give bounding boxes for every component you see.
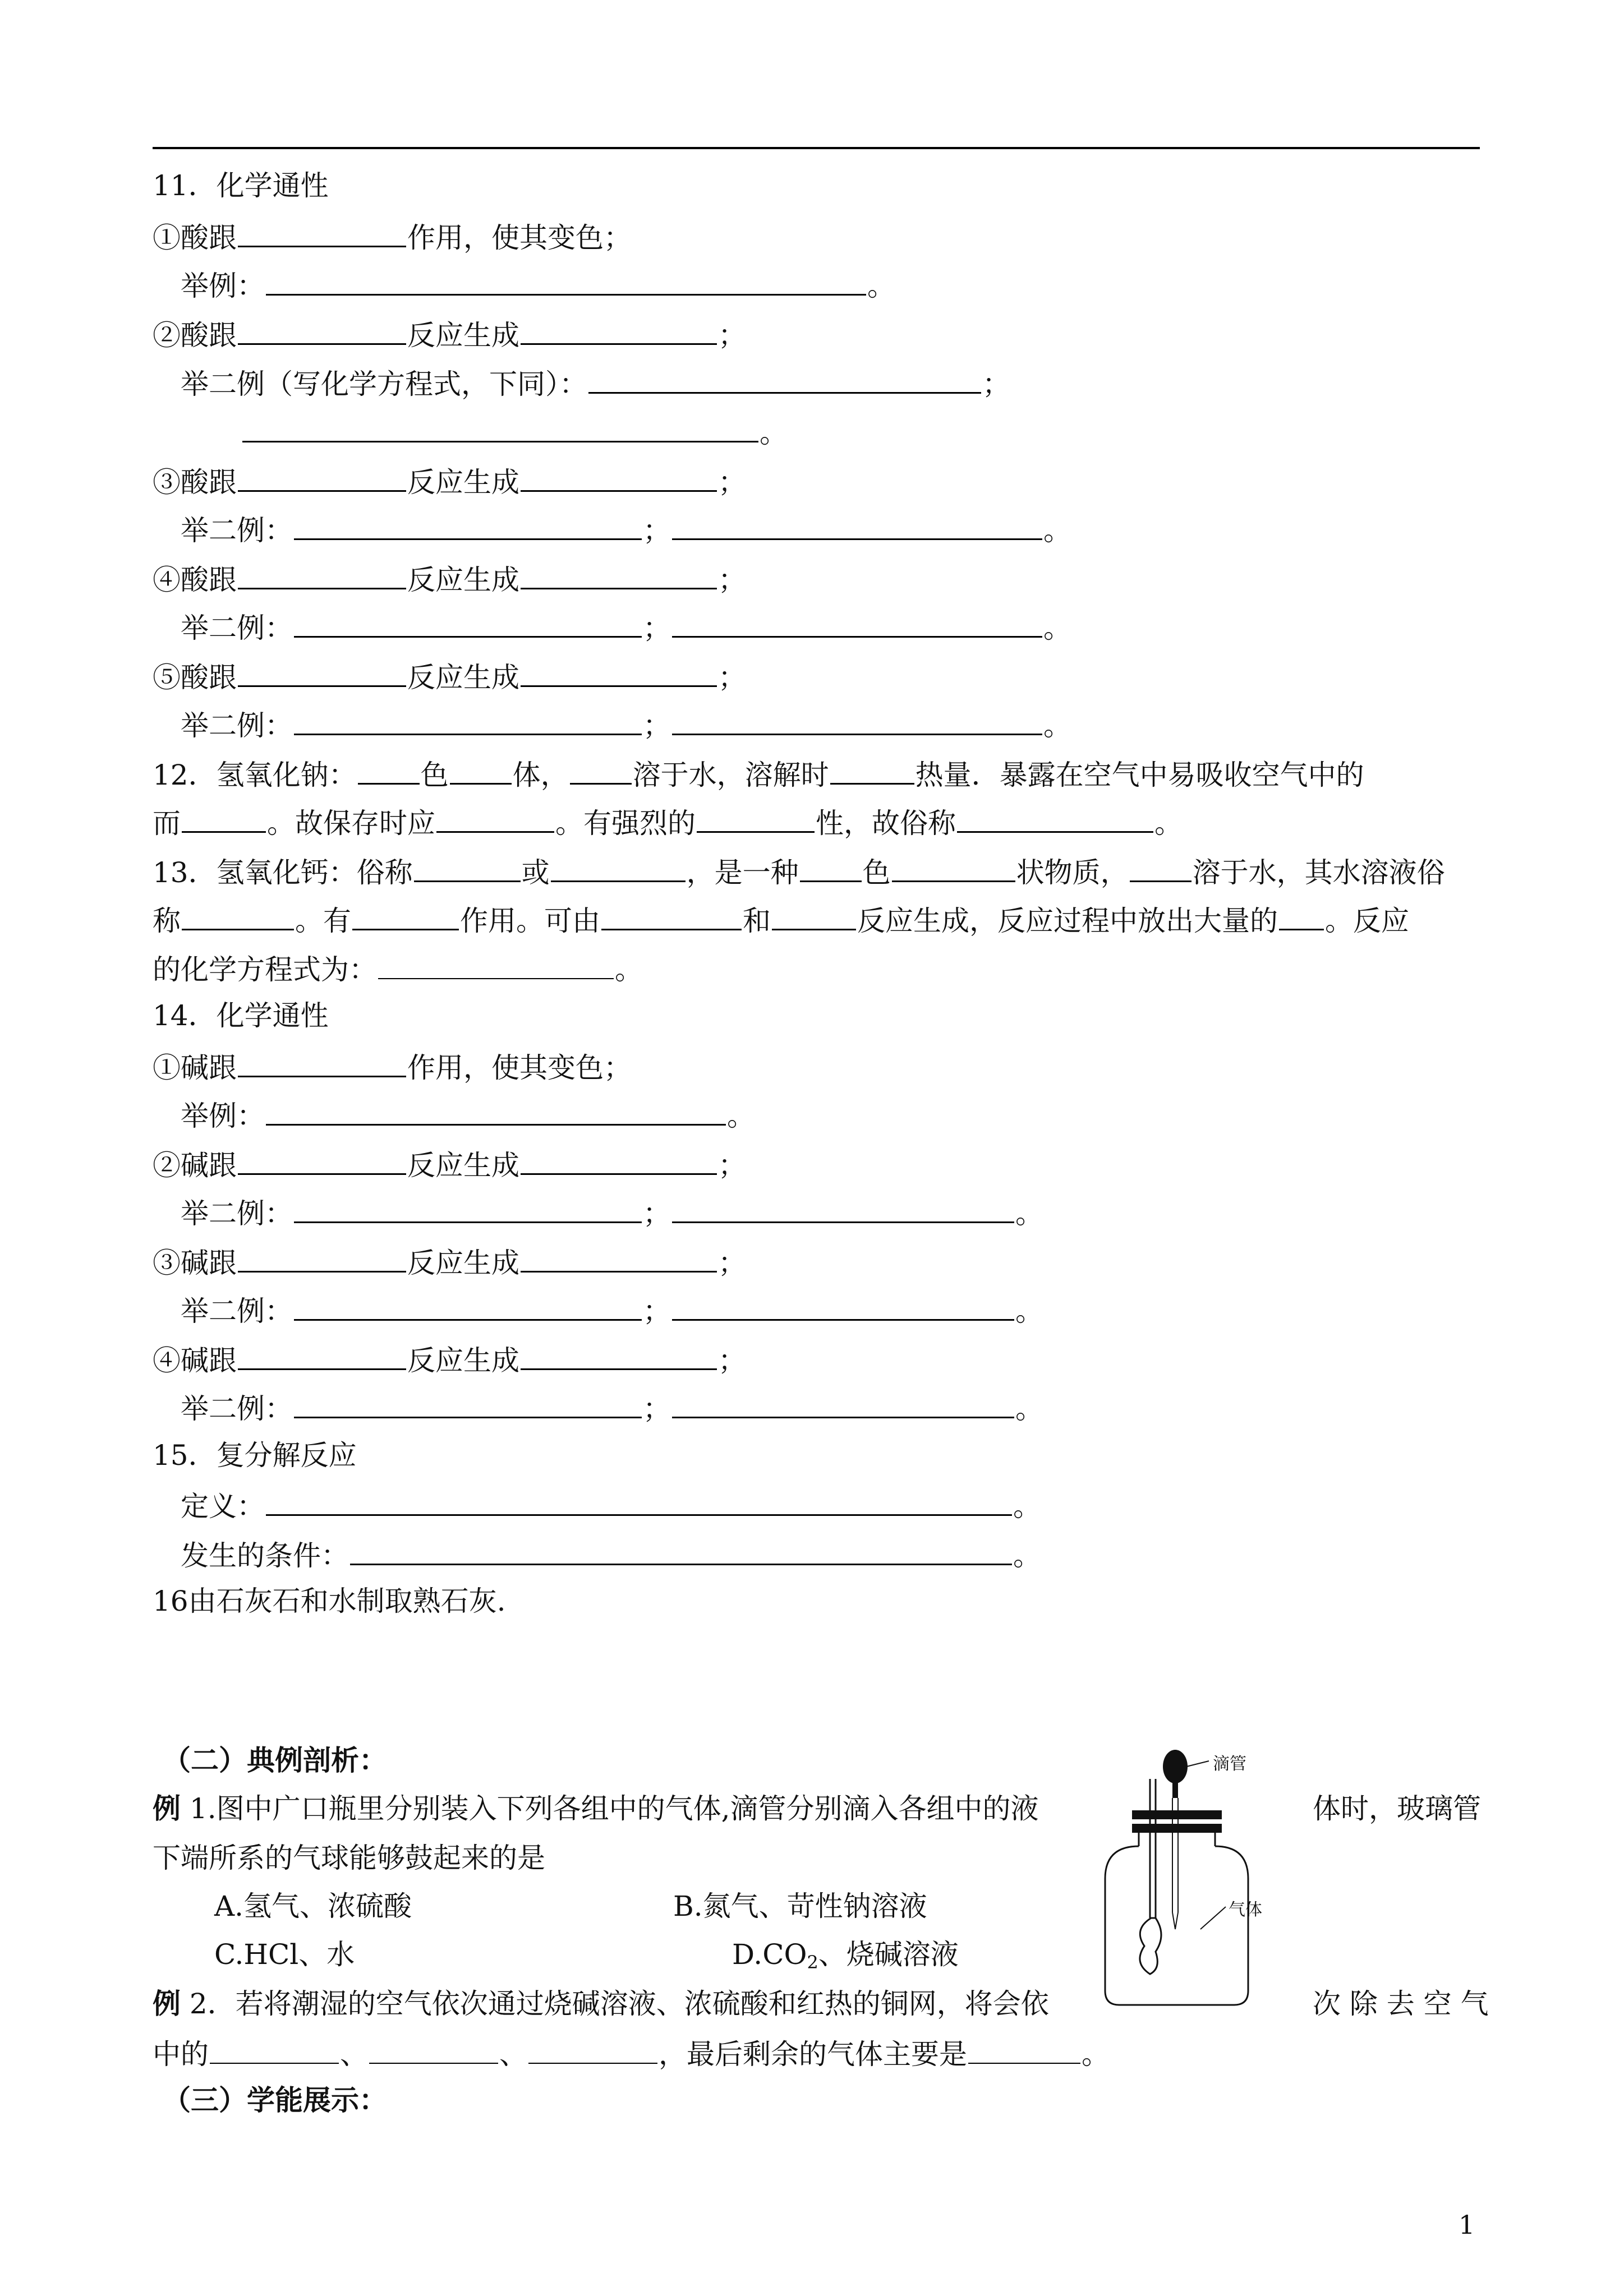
blank[interactable] — [294, 703, 642, 735]
gas-label: 气体 — [1229, 1900, 1262, 1920]
blank[interactable] — [570, 753, 632, 785]
blank[interactable] — [294, 1289, 642, 1321]
blank[interactable] — [238, 557, 406, 589]
blank[interactable] — [521, 655, 717, 687]
blank[interactable] — [772, 898, 856, 930]
example-2-line-2: 中的 、 、 ，最后剩余的气体主要是 。 — [153, 2032, 1110, 2072]
blank[interactable] — [1279, 898, 1324, 930]
example-1-line-1-tail: 体时，玻璃管 — [1313, 1792, 1481, 1825]
blank[interactable] — [697, 801, 815, 833]
q11-item-3: ③酸跟 反应生成 ； — [153, 460, 746, 499]
blank[interactable] — [294, 1386, 642, 1418]
blank[interactable] — [968, 2032, 1080, 2064]
example-1-line-2: 下端所系的气球能够鼓起来的是 — [153, 1842, 545, 1874]
example-2-line-1-tail: 次 除 去 空 气 — [1313, 1988, 1489, 2020]
q11-example-1: 举例： 。 — [181, 264, 895, 303]
blank[interactable] — [672, 508, 1042, 540]
q11-item-4: ④酸跟 反应生成 ； — [153, 557, 746, 597]
blank[interactable] — [378, 948, 614, 979]
q12-line-2: 而 。故保存时应 。有强烈的 性，故俗称 。 — [153, 801, 1183, 840]
q13-line-1: 13．氢氧化钙：俗称 或 ，是一种 色 状物质， 溶于水，其水溶液俗 — [153, 850, 1445, 889]
blank[interactable] — [528, 2032, 657, 2064]
blank[interactable] — [238, 655, 406, 687]
blank[interactable] — [521, 1241, 717, 1273]
q15-condition: 发生的条件： 。 — [181, 1533, 1041, 1573]
stopper-icon — [1132, 1810, 1222, 1819]
blank[interactable] — [358, 753, 420, 785]
blank[interactable] — [238, 1143, 406, 1175]
dropper-bulb-icon — [1163, 1750, 1188, 1783]
page-number: 1 — [1459, 2210, 1475, 2240]
example-2-line-1: 例 2．若将潮湿的空气依次通过烧碱溶液、浓硫酸和红热的铜网，将会依 — [153, 1987, 1049, 2020]
blank[interactable] — [369, 2032, 498, 2064]
q14-item-2: ②碱跟 反应生成 ； — [153, 1143, 746, 1182]
blank[interactable] — [672, 703, 1042, 735]
blank[interactable] — [672, 1386, 1014, 1418]
blank[interactable] — [588, 362, 981, 394]
blank[interactable] — [551, 850, 686, 882]
blank[interactable] — [800, 850, 862, 882]
blank[interactable] — [892, 850, 1015, 882]
q14-example-3: 举二例： ； 。 — [181, 1289, 1043, 1328]
q14-example-4: 举二例： ； 。 — [181, 1386, 1043, 1426]
blank[interactable] — [672, 606, 1042, 638]
blank[interactable] — [266, 264, 866, 296]
example-1-option-c[interactable]: C.HCl、水 — [214, 1938, 355, 1971]
q13-line-3: 的化学方程式为： 。 — [153, 948, 643, 987]
q15-definition: 定义： 。 — [181, 1484, 1041, 1523]
blank[interactable] — [521, 460, 717, 492]
q11-example-5: 举二例： ； 。 — [181, 703, 1071, 743]
blank[interactable] — [957, 801, 1153, 833]
q11-example-4: 举二例： ； 。 — [181, 606, 1071, 645]
q11-item-1: ①酸跟 作用，使其变色； — [153, 215, 632, 255]
blank[interactable] — [238, 215, 406, 247]
blank[interactable] — [238, 313, 406, 345]
blank[interactable] — [450, 753, 512, 785]
blank[interactable] — [1130, 850, 1191, 882]
q11-example-2b: 。 — [241, 411, 788, 450]
blank[interactable] — [672, 1191, 1014, 1223]
q14-item-4: ④碱跟 反应生成 ； — [153, 1338, 746, 1377]
q14-item-3: ③碱跟 反应生成 ； — [153, 1241, 746, 1280]
blank[interactable] — [238, 460, 406, 492]
blank[interactable] — [238, 1045, 406, 1077]
blank[interactable] — [601, 898, 742, 930]
blank[interactable] — [521, 557, 717, 589]
q14-item-1: ①碱跟 作用，使其变色； — [153, 1045, 632, 1085]
blank[interactable] — [266, 1094, 726, 1126]
blank[interactable] — [210, 2032, 339, 2064]
example-1-option-a[interactable]: A.氢气、浓硫酸 — [214, 1890, 412, 1922]
q12-line-1: 12．氢氧化钠： 色 体， 溶于水，溶解时 热量．暴露在空气中易吸收空气中的 — [153, 753, 1364, 792]
q13-line-2: 称 。有 作用。可由 和 反应生成，反应过程中放出大量的 。反应 — [153, 898, 1409, 938]
q11-example-2: 举二例（写化学方程式，下同）： ； — [181, 362, 1010, 401]
q14-title: 14．化学通性 — [153, 999, 329, 1032]
blank[interactable] — [238, 1241, 406, 1273]
blank[interactable] — [521, 1143, 717, 1175]
section-3-title: （三）学能展示： — [163, 2083, 387, 2117]
example-1-option-d[interactable]: $D.CO_2$、烧碱溶液 — [732, 1938, 959, 1973]
blank[interactable] — [414, 850, 521, 882]
example-1-option-b[interactable]: B.氮气、苛性钠溶液 — [673, 1890, 927, 1922]
q11-item-5: ⑤酸跟 反应生成 ； — [153, 655, 746, 694]
section-2-title: （二）典例剖析： — [163, 1744, 387, 1777]
blank[interactable] — [266, 1484, 1012, 1516]
blank[interactable] — [350, 1533, 1012, 1565]
q15-title: 15．复分解反应 — [153, 1439, 357, 1472]
blank[interactable] — [294, 606, 642, 638]
apparatus-figure — [1094, 1744, 1296, 2013]
example-1-line-1: 例 1.图中广口瓶里分别装入下列各组中的气体,滴管分别滴入各组中的液 — [153, 1792, 1039, 1825]
q11-title: 11．化学通性 — [153, 169, 329, 202]
blank[interactable] — [830, 753, 914, 785]
blank[interactable] — [436, 801, 554, 833]
balloon-icon — [1140, 1918, 1161, 1974]
blank[interactable] — [294, 1191, 642, 1223]
q11-example-3: 举二例： ； 。 — [181, 508, 1071, 547]
wide-mouth-bottle-diagram — [1094, 1744, 1296, 2013]
header-rule — [153, 147, 1480, 149]
blank[interactable] — [672, 1289, 1014, 1321]
q14-example-2: 举二例： ； 。 — [181, 1191, 1043, 1230]
blank[interactable] — [182, 898, 294, 930]
bottle-icon — [1105, 1846, 1248, 2005]
blank[interactable] — [294, 508, 642, 540]
q16-text: 16由石灰石和水制取熟石灰. — [153, 1585, 506, 1617]
blank[interactable] — [352, 898, 459, 930]
q11-item-2: ②酸跟 反应生成 ； — [153, 313, 746, 352]
blank[interactable] — [521, 1338, 717, 1370]
blank[interactable] — [242, 411, 758, 442]
blank[interactable] — [182, 801, 266, 833]
dropper-label: 滴管 — [1213, 1754, 1246, 1774]
q14-example-1: 举例： 。 — [181, 1094, 755, 1133]
blank[interactable] — [521, 313, 717, 345]
blank[interactable] — [238, 1338, 406, 1370]
